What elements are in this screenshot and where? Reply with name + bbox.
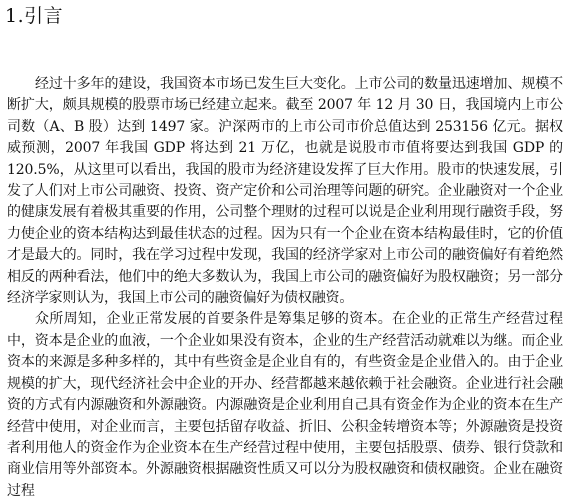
body-text: [7, 74, 563, 502]
paragraph: 经过十多年的建设，我国资本市场已发生巨大变化。上市公司的数量迅速增加、规模不断扩大，颇具规模的股票市场已经建立起来。截至 2007 年 12 月 30 日，我国境内上市公司数（A、B 股）达到 1497 家。沪深两市的上市公司市价总值达到 253156 亿元。据权威预测，2007 年我国 GDP 将达到 21 万亿，也就是说股市市值将要达到我国 GDP 的 120.5%，从这里可以看出，我国的股市为经济建设发挥了巨大作用。股市的快速发展，引发了人们对上市公司融资、投资、资产定价和公司治理等问题的研究。企业融资对一个企业的健康发展有着极其重要的作用，公司整个理财的过程可以说是企业利用现行融资手段，努力使企业的资本结构达到最佳状态的过程。因为只有一个企业在资本结构最佳时，它的价值才是最大的。同时，我在学习过程中发现，我国的经济学家对上市公司的融资偏好有着绝然相反的两种看法，他们中的绝大多数认为，我国上市公司的融资偏好为股权融资；另一部分经济学家则认为，我国上市公司的融资偏好为债权融资。: [7, 76, 563, 307]
paragraph: 众所周知，企业正常发展的首要条件是筹集足够的资本。在企业的正常生产经营过程中，资本是企业的血液，一个企业如果没有资本，企业的生产经营活动就难以为继。而企业资本的来源是多种多样的，其中有些资金是企业自有的，有些资金是企业借入的。由于企业规模的扩大，现代经济社会中企业的开办、经营都越来越依赖于社会融资。企业进行社会融资的方式有内源融资和外源融资。内源融资是企业利用自己具有资金作为企业的资本在生产经营中使用，对企业而言，主要包括留存收益、折旧、公积金转增资本等；外源融资是投资者利用他人的资金作为企业资本在生产经营过程中使用，主要包括股票、债券、银行贷款和商业信用等外部资本。外源融资根据融资性质又可以分为股权融资和债权融资。企业在融资过程: [7, 311, 563, 499]
section-heading: 1.引言: [5, 5, 64, 27]
